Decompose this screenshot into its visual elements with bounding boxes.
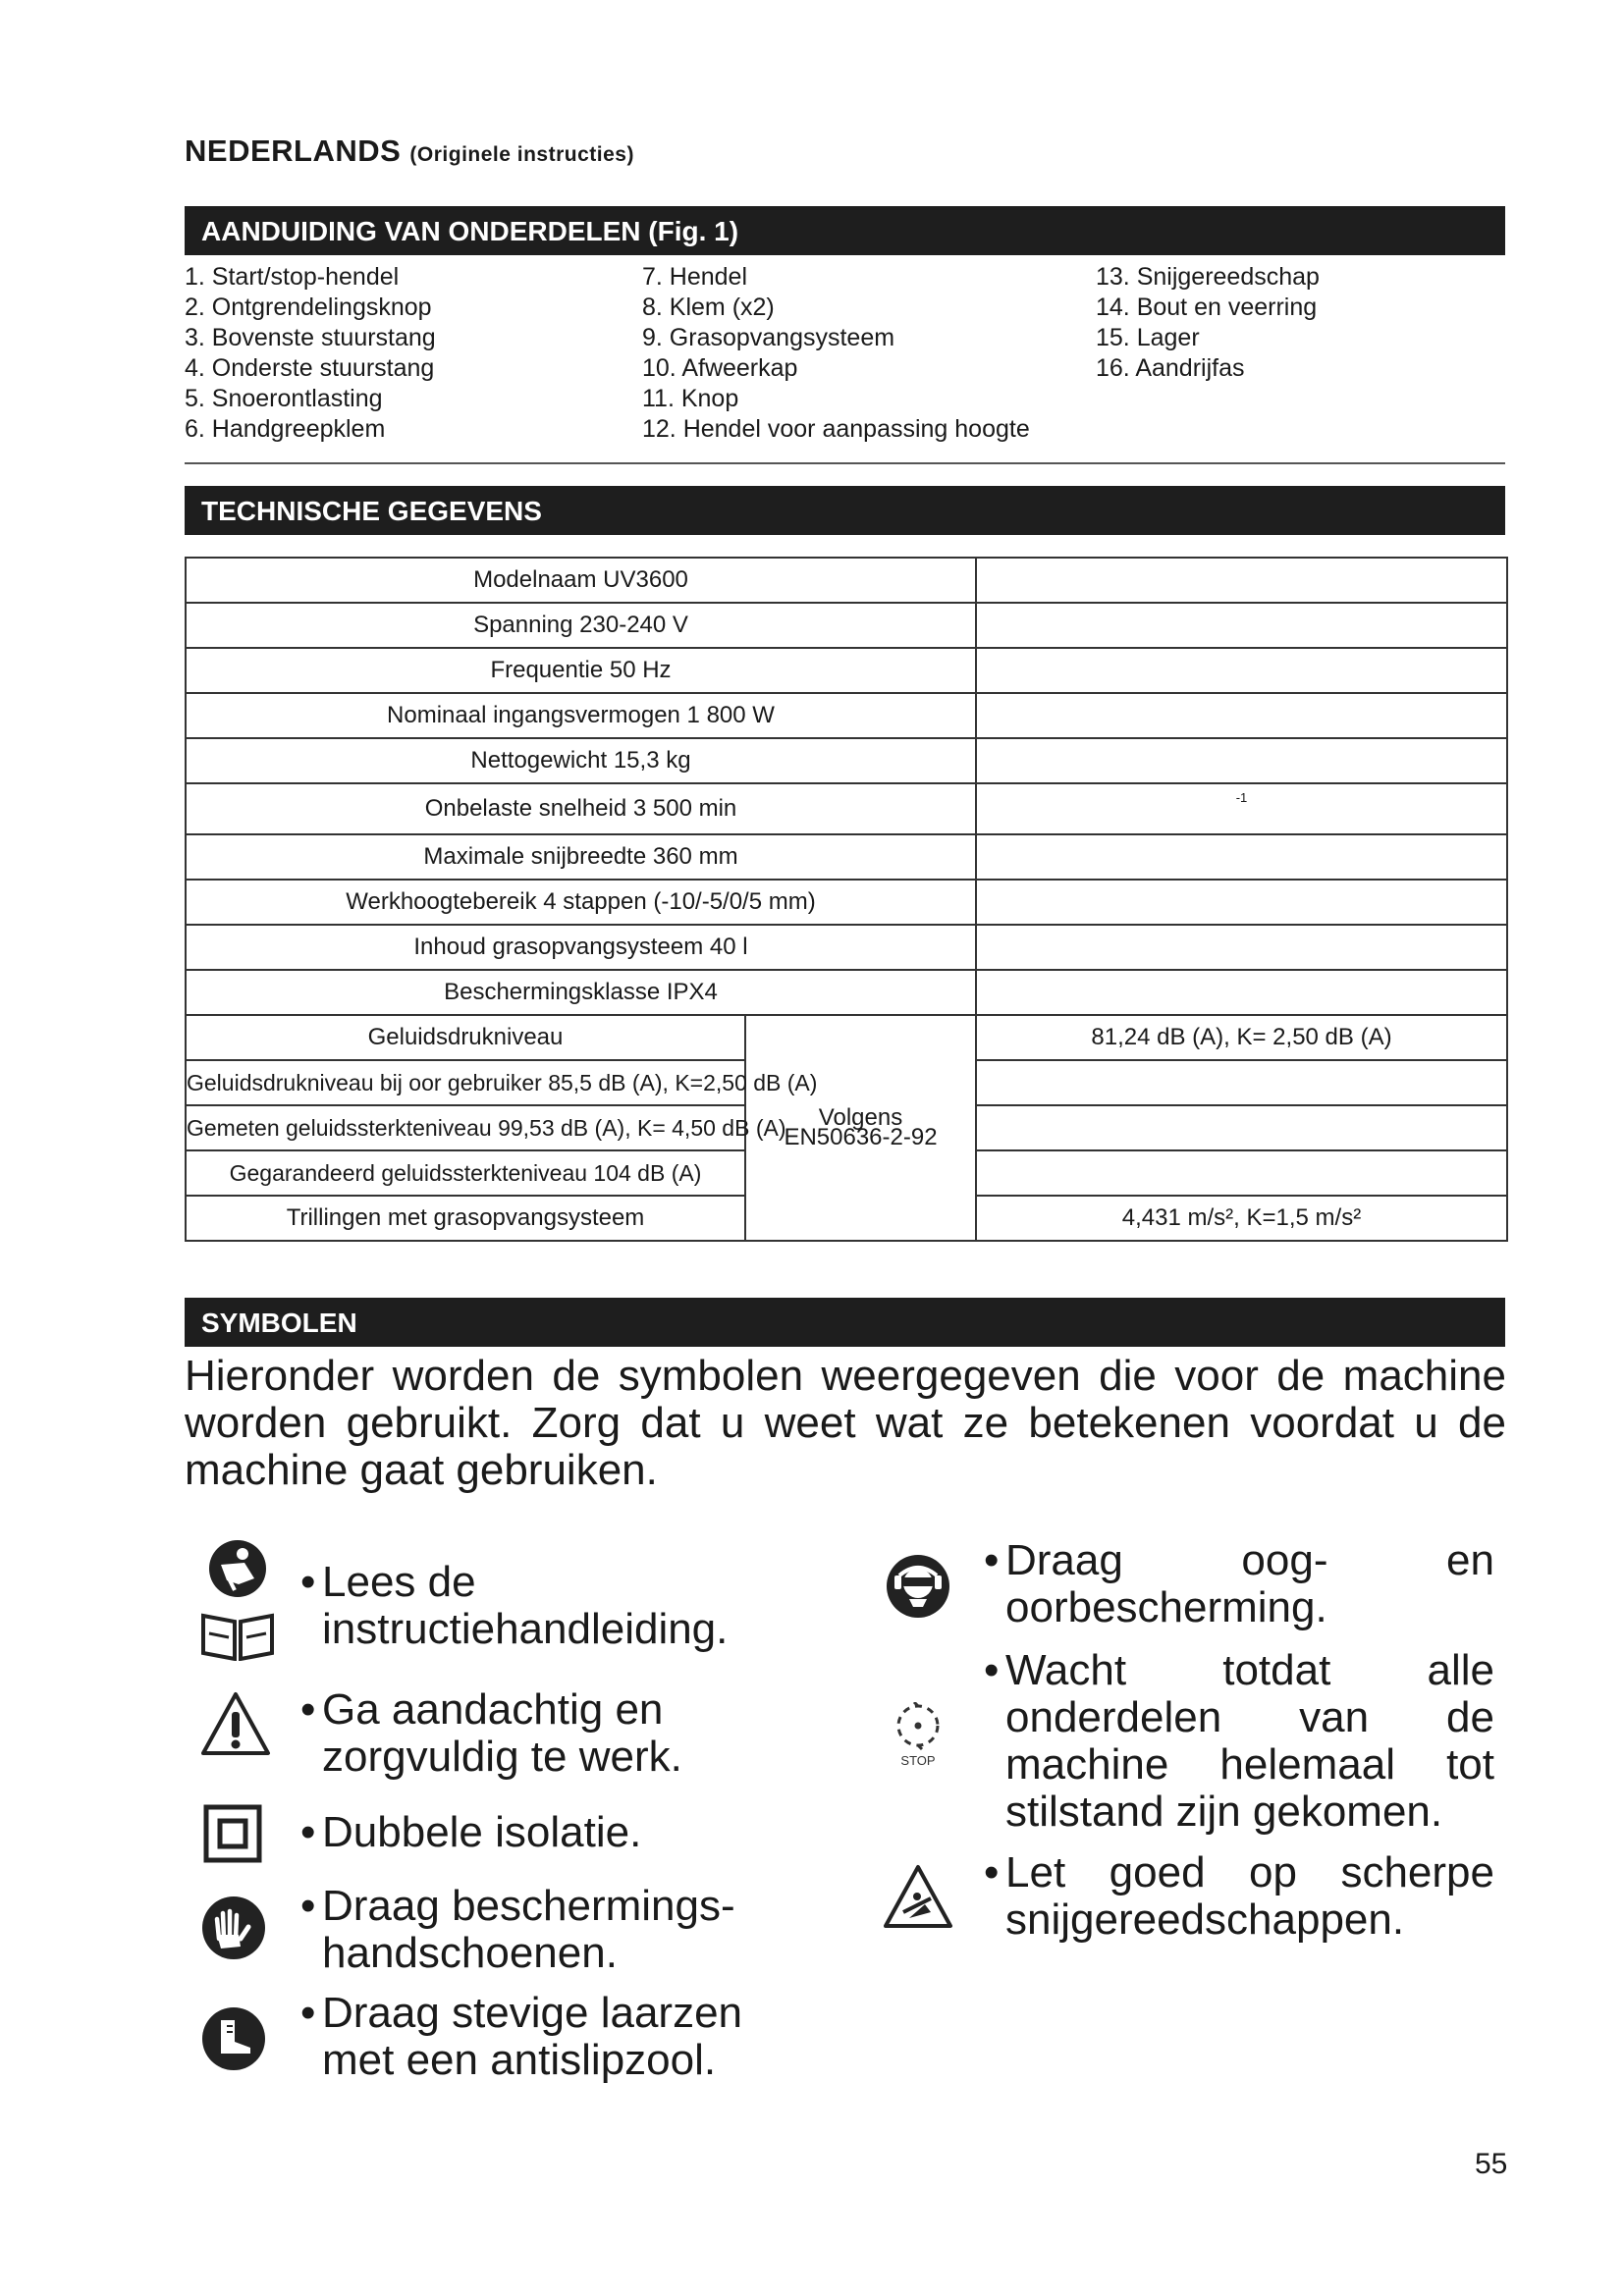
bullet: •	[300, 1882, 316, 1930]
noise-label: Trillingen met grasopvangsysteem	[186, 1196, 745, 1241]
spec-label: Beschermingsklasse IPX4	[186, 970, 976, 1015]
parts-item: 15. Lager	[1096, 324, 1200, 351]
spec-label: Maximale snijbreedte 360 mm	[186, 834, 976, 880]
symbol-item-warning	[300, 1686, 752, 1781]
stop-wait-icon	[888, 1702, 948, 1769]
boots-icon	[201, 2006, 266, 2071]
symbol-text: Lees de	[322, 1558, 476, 1606]
parts-column-3	[1096, 262, 1320, 384]
tech-section-title: TECHNISCHE GEGEVENS	[185, 486, 1505, 535]
symbol-item-sharp-blades	[984, 1849, 1494, 1944]
language-heading	[185, 133, 634, 169]
symbol-text: zorgvuldig te werk.	[322, 1733, 682, 1781]
bullet: •	[984, 1646, 1000, 1694]
symbol-text: Wacht totdat alle	[1005, 1646, 1494, 1694]
tech-spec-table	[185, 557, 1508, 1242]
section-divider	[185, 462, 1505, 464]
noise-label: Gemeten geluidssterkteniveau 99,53 dB (A), K= 4,50 dB (A)	[186, 1105, 745, 1150]
bullet: •	[300, 1808, 316, 1856]
symbol-text: Draag oog- en	[1005, 1536, 1494, 1584]
parts-item: 16. Aandrijfas	[1096, 354, 1245, 382]
spec-label: Frequentie 50 Hz	[186, 648, 976, 693]
symbol-text: oorbescherming.	[1005, 1583, 1327, 1631]
symbol-text: Let goed op scherpe	[1005, 1848, 1494, 1896]
symbol-item-eye-ear-protection	[984, 1537, 1494, 1631]
standard-line-2: EN50636-2-92	[784, 1124, 938, 1150]
stop-icon-label: STOP	[900, 1753, 936, 1768]
parts-item: 4. Onderste stuurstang	[185, 354, 435, 382]
parts-item: 2. Ontgrendelingsknop	[185, 294, 432, 321]
table-row	[186, 1015, 1507, 1060]
spec-label: Modelnaam UV3600	[186, 558, 976, 603]
spec-label: Werkhoogtebereik 4 stappen (-10/-5/0/5 mm)	[186, 880, 976, 925]
spec-value	[976, 970, 1507, 1015]
table-row	[186, 648, 1507, 693]
bullet: •	[300, 1558, 316, 1606]
noise-label: Geluidsdrukniveau bij oor gebruiker 85,5 dB (A), K=2,50 dB (A)	[186, 1060, 745, 1105]
parts-item: 5. Snoerontlasting	[185, 385, 383, 412]
spec-label: Onbelaste snelheid 3 500 min	[186, 783, 976, 834]
bullet: •	[300, 1989, 316, 2037]
table-row	[186, 970, 1507, 1015]
warning-icon	[199, 1690, 272, 1757]
language-label: NEDERLANDS	[185, 133, 402, 168]
spec-value	[976, 693, 1507, 738]
read-manual-icon	[199, 1539, 276, 1661]
symbols-intro: Hieronder worden de symbolen weergegeven die voor de machine worden gebruikt. Zorg dat u weet wat ze betekenen voordat u de machine gaat gebruiken.	[185, 1352, 1506, 1494]
parts-item: 12. Hendel voor aanpassing hoogte	[642, 415, 1030, 443]
sharp-blade-warning-icon	[882, 1863, 954, 1930]
symbol-item-stop-wait	[984, 1647, 1494, 1836]
spec-value	[976, 648, 1507, 693]
symbol-text: Draag beschermings-	[322, 1882, 735, 1930]
noise-value	[976, 1105, 1507, 1150]
bullet: •	[984, 1536, 1000, 1584]
table-row	[186, 925, 1507, 970]
gloves-icon	[201, 1896, 266, 1960]
spec-value	[976, 603, 1507, 648]
noise-label: Geluidsdrukniveau	[186, 1015, 745, 1060]
symbol-text: Draag stevige laarzen	[322, 1989, 743, 2037]
parts-column-1	[185, 262, 436, 445]
spec-value	[976, 738, 1507, 783]
parts-item: 14. Bout en veerring	[1096, 294, 1318, 321]
parts-item: 7. Hendel	[642, 263, 748, 291]
symbol-text: snijgereedschappen.	[1005, 1896, 1405, 1944]
eye-ear-protection-icon	[886, 1554, 950, 1619]
table-row	[186, 880, 1507, 925]
bullet: •	[984, 1848, 1000, 1896]
parts-section-title: AANDUIDING VAN ONDERDELEN (Fig. 1)	[185, 206, 1505, 255]
noise-label: Gegarandeerd geluidssterkteniveau 104 dB (A)	[186, 1150, 745, 1196]
spec-label: Inhoud grasopvangsysteem 40 l	[186, 925, 976, 970]
double-insulation-icon	[203, 1804, 262, 1863]
symbol-text: met een antislipzool.	[322, 2036, 717, 2084]
symbol-item-double-insulation	[300, 1809, 752, 1856]
parts-item: 6. Handgreepklem	[185, 415, 386, 443]
noise-value	[976, 1150, 1507, 1196]
symbol-item-gloves	[300, 1883, 772, 1977]
language-subtitle: (Originele instructies)	[409, 143, 634, 166]
parts-column-2	[642, 262, 1030, 445]
symbol-text: instructiehandleiding.	[322, 1605, 729, 1653]
spec-value: -1	[976, 783, 1507, 834]
symbol-text: handschoenen.	[322, 1929, 618, 1977]
table-row	[186, 738, 1507, 783]
page-number: 55	[1475, 2148, 1508, 2180]
symbol-item-boots	[300, 1990, 811, 2084]
spec-value	[976, 925, 1507, 970]
symbol-text: Ga aandachtig en	[322, 1685, 664, 1734]
noise-value	[976, 1060, 1507, 1105]
spec-value	[976, 834, 1507, 880]
table-row	[186, 834, 1507, 880]
spec-label: Nominaal ingangsvermogen 1 800 W	[186, 693, 976, 738]
parts-item: 10. Afweerkap	[642, 354, 798, 382]
symbol-text: stilstand zijn gekomen.	[1005, 1788, 1443, 1836]
table-row	[186, 693, 1507, 738]
table-row	[186, 603, 1507, 648]
bullet: •	[300, 1685, 316, 1734]
spec-label: Spanning 230-240 V	[186, 603, 976, 648]
spec-value	[976, 880, 1507, 925]
symbol-text: Dubbele isolatie.	[322, 1808, 642, 1856]
standard-line-1: Volgens	[818, 1104, 903, 1131]
spec-label: Nettogewicht 15,3 kg	[186, 738, 976, 783]
parts-item: 13. Snijgereedschap	[1096, 263, 1320, 291]
parts-item: 11. Knop	[642, 385, 739, 412]
table-row	[186, 558, 1507, 603]
symbols-section-title: SYMBOLEN	[185, 1298, 1505, 1347]
symbol-text: machine helemaal tot	[1005, 1740, 1494, 1789]
parts-item: 3. Bovenste stuurstang	[185, 324, 436, 351]
parts-item: 8. Klem (x2)	[642, 294, 775, 321]
parts-item: 1. Start/stop-hendel	[185, 263, 400, 291]
noise-value: 4,431 m/s², K=1,5 m/s²	[976, 1196, 1507, 1241]
symbol-text: onderdelen van de	[1005, 1693, 1494, 1741]
symbol-item-read-manual	[300, 1559, 752, 1653]
spec-value	[976, 558, 1507, 603]
parts-item: 9. Grasopvangsysteem	[642, 324, 895, 351]
noise-value: 81,24 dB (A), K= 2,50 dB (A)	[976, 1015, 1507, 1060]
table-row	[186, 783, 1507, 834]
